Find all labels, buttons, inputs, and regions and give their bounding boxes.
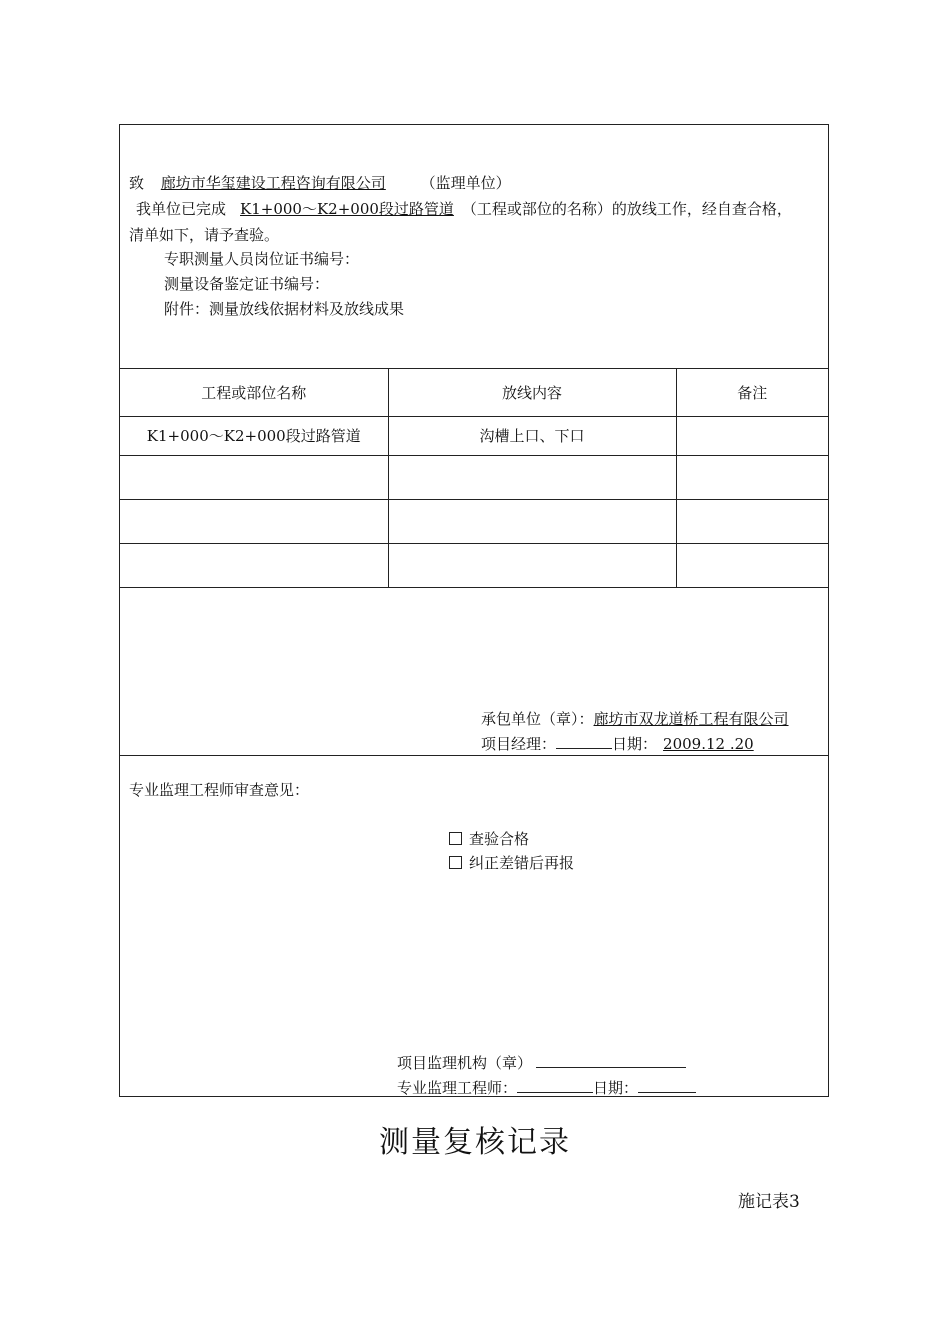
document-title: 测量复核记录 (379, 1125, 571, 1160)
table-cell (388, 455, 676, 499)
completion-suffix: （工程或部位的名称）的放线工作，经自查合格， (461, 200, 792, 218)
completion-line (136, 198, 792, 219)
addressee-prefix: 致 (129, 174, 145, 192)
contractor-date-value: 2009.12 .20 (663, 735, 754, 753)
table-cell (388, 499, 676, 543)
table-row (120, 455, 828, 499)
table-row (120, 499, 828, 543)
equipment-cert-label: 测量设备鉴定证书编号： (164, 275, 330, 293)
engineer-label: 专业监理工程师： (397, 1079, 518, 1097)
engineer-signature-blank (517, 1078, 593, 1093)
contractor-section (120, 587, 828, 756)
table-row (120, 543, 828, 587)
review-section (120, 756, 828, 1097)
table-cell (120, 499, 388, 543)
addressee-line (129, 172, 511, 193)
manager-date-line (481, 733, 784, 754)
table-cell (676, 499, 828, 543)
manager-signature-blank (556, 734, 612, 749)
correct-checkbox[interactable] (449, 856, 462, 869)
contractor-unit-name: 廊坊市双龙道桥工程有限公司 (593, 710, 789, 728)
review-date-label: 日期： (593, 1079, 639, 1097)
surveyor-cert-label: 专职测量人员岗位证书编号： (164, 250, 360, 268)
table-cell (120, 455, 388, 499)
option-correct-label: 纠正差错后再报 (469, 854, 575, 872)
form-number: 施记表3 (738, 1192, 800, 1212)
request-line: 清单如下，请予查验。 (129, 226, 280, 244)
engineer-date-line (397, 1077, 696, 1098)
table-cell (388, 543, 676, 587)
table-cell (120, 543, 388, 587)
table-cell: K1+000～K2+000段过路管道 (120, 416, 388, 455)
project-part-name: K1+000～K2+000段过路管道 (240, 200, 454, 218)
completion-prefix: 我单位已完成 (136, 200, 227, 218)
supervision-org-label: 项目监理机构（章） (397, 1054, 533, 1072)
supervision-org-blank (536, 1053, 686, 1068)
intro-section (120, 125, 828, 369)
header-remarks: 备注 (676, 369, 828, 416)
addressee-suffix: （监理单位） (420, 174, 511, 192)
table-cell (676, 416, 828, 455)
contractor-date-label: 日期： (612, 735, 658, 753)
supervision-unit-name: 廊坊市华玺建设工程咨询有限公司 (160, 174, 386, 192)
option-correct (449, 852, 574, 873)
contractor-unit-line (481, 708, 789, 729)
form-frame (119, 124, 829, 1097)
header-project-part: 工程或部位名称 (120, 369, 388, 416)
supervision-org-line (397, 1052, 686, 1073)
pass-checkbox[interactable] (449, 832, 462, 845)
option-pass (449, 828, 529, 849)
contractor-unit-label: 承包单位（章）： (481, 710, 594, 728)
attachment-label: 附件：测量放线依据材料及放线成果 (164, 300, 405, 318)
table-cell: 沟槽上口、下口 (388, 416, 676, 455)
table-row (120, 416, 828, 455)
review-opinion-label: 专业监理工程师审查意见： (129, 781, 310, 799)
table-cell (676, 455, 828, 499)
table-cell (676, 543, 828, 587)
manager-label: 项目经理： (481, 735, 557, 753)
review-date-blank (638, 1078, 696, 1093)
option-pass-label: 查验合格 (469, 830, 530, 848)
survey-table (120, 369, 828, 588)
table-header-row (120, 369, 828, 416)
header-survey-content: 放线内容 (388, 369, 676, 416)
